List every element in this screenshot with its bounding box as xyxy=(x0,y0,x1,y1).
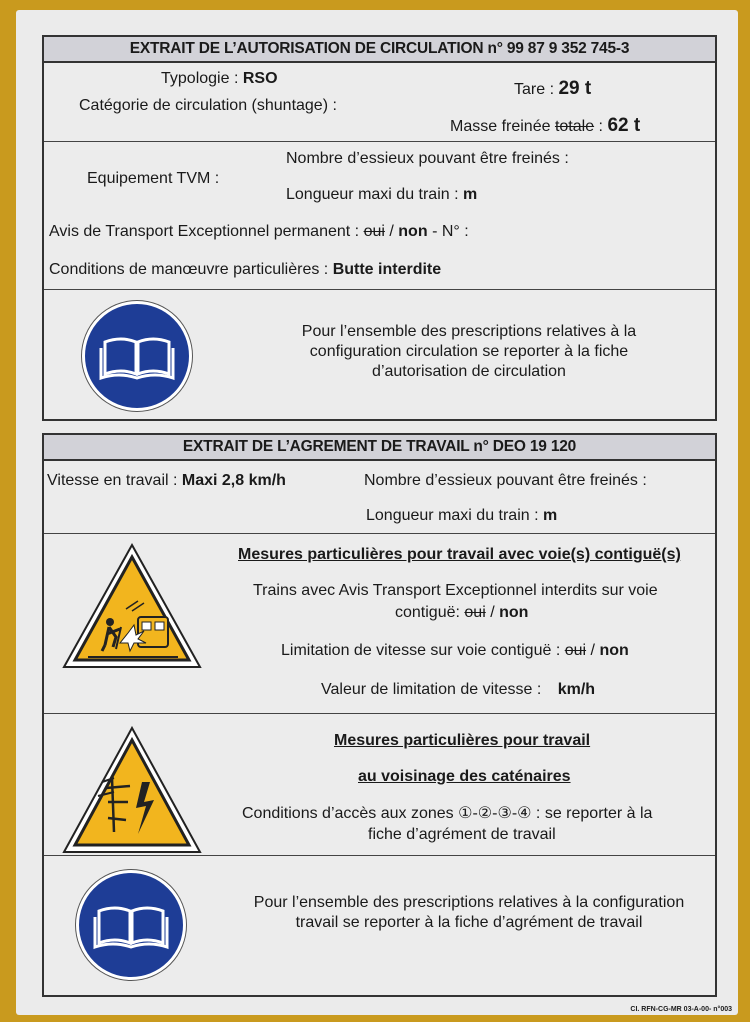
contigue-choice: contiguë: oui / non xyxy=(395,604,529,621)
manual-book-icon xyxy=(82,301,192,411)
catenaire-title-line2: au voisinage des caténaires xyxy=(358,768,571,785)
divider xyxy=(44,713,715,714)
essieux-label: Nombre d’essieux pouvant être freinés : xyxy=(286,150,569,167)
info-plate xyxy=(16,10,738,1015)
manual-book-icon xyxy=(76,870,186,980)
divider xyxy=(44,141,715,142)
footer-reference: CI. RFN-CG-MR 03-A-00- n°003 xyxy=(630,1006,732,1013)
vitesse-travail: Vitesse en travail : Maxi 2,8 km/h xyxy=(47,472,286,489)
auth-info-text: Pour l’ensemble des prescriptions relatives à la configuration circulation se reporter à la fiche d’autorisation de circulation xyxy=(301,323,637,380)
electrical-hazard-icon xyxy=(58,722,206,862)
work-approval-title: EXTRAIT DE L’AGREMENT DE TRAVAIL n° DEO 19 120 xyxy=(44,435,715,461)
masse-freinee: Masse freinée totale : 62 t xyxy=(450,115,641,136)
mesures-voie-title: Mesures particulières pour travail avec voie(s) contiguë(s) xyxy=(238,546,681,563)
authorization-title: EXTRAIT DE L’AUTORISATION DE CIRCULATION n° 99 87 9 352 745-3 xyxy=(44,37,715,63)
work-info-text: Pour l’ensemble des prescriptions relatives à la configuration travail se reporter à la fiche d’agrément de travail xyxy=(253,894,685,931)
catenaire-title-line1: Mesures particulières pour travail xyxy=(334,732,591,749)
divider xyxy=(44,533,715,534)
categorie-label: Catégorie de circulation (shuntage) : xyxy=(79,97,337,114)
tare: Tare : 29 t xyxy=(514,78,592,99)
avis-transport: Avis de Transport Exceptionnel permanent : oui / non - N° : xyxy=(49,223,469,240)
track-work-warning-icon xyxy=(58,539,206,675)
work-longueur-train: Longueur maxi du train : m xyxy=(366,507,558,524)
work-approval-section xyxy=(42,433,717,997)
authorization-section xyxy=(42,35,717,421)
divider xyxy=(44,855,715,856)
limitation-vitesse: Limitation de vitesse sur voie contiguë : oui / non xyxy=(281,642,629,659)
equipement-tvm-label: Equipement TVM : xyxy=(87,170,220,187)
conditions-manoeuvre: Conditions de manœuvre particulières : Butte interdite xyxy=(49,261,442,278)
divider xyxy=(44,289,715,290)
acces-zones-line2: fiche d’agrément de travail xyxy=(368,826,556,843)
typologie: Typologie : RSO xyxy=(161,70,278,87)
acces-zones-line1: Conditions d’accès aux zones ①-②-③-④ : se reporter à la xyxy=(242,805,653,822)
work-essieux-label: Nombre d’essieux pouvant être freinés : xyxy=(364,472,647,489)
valeur-limitation: Valeur de limitation de vitesse : km/h xyxy=(321,681,596,698)
trains-avis-text: Trains avec Avis Transport Exceptionnel interdits sur voie xyxy=(253,582,658,599)
longueur-train: Longueur maxi du train : m xyxy=(286,186,478,203)
